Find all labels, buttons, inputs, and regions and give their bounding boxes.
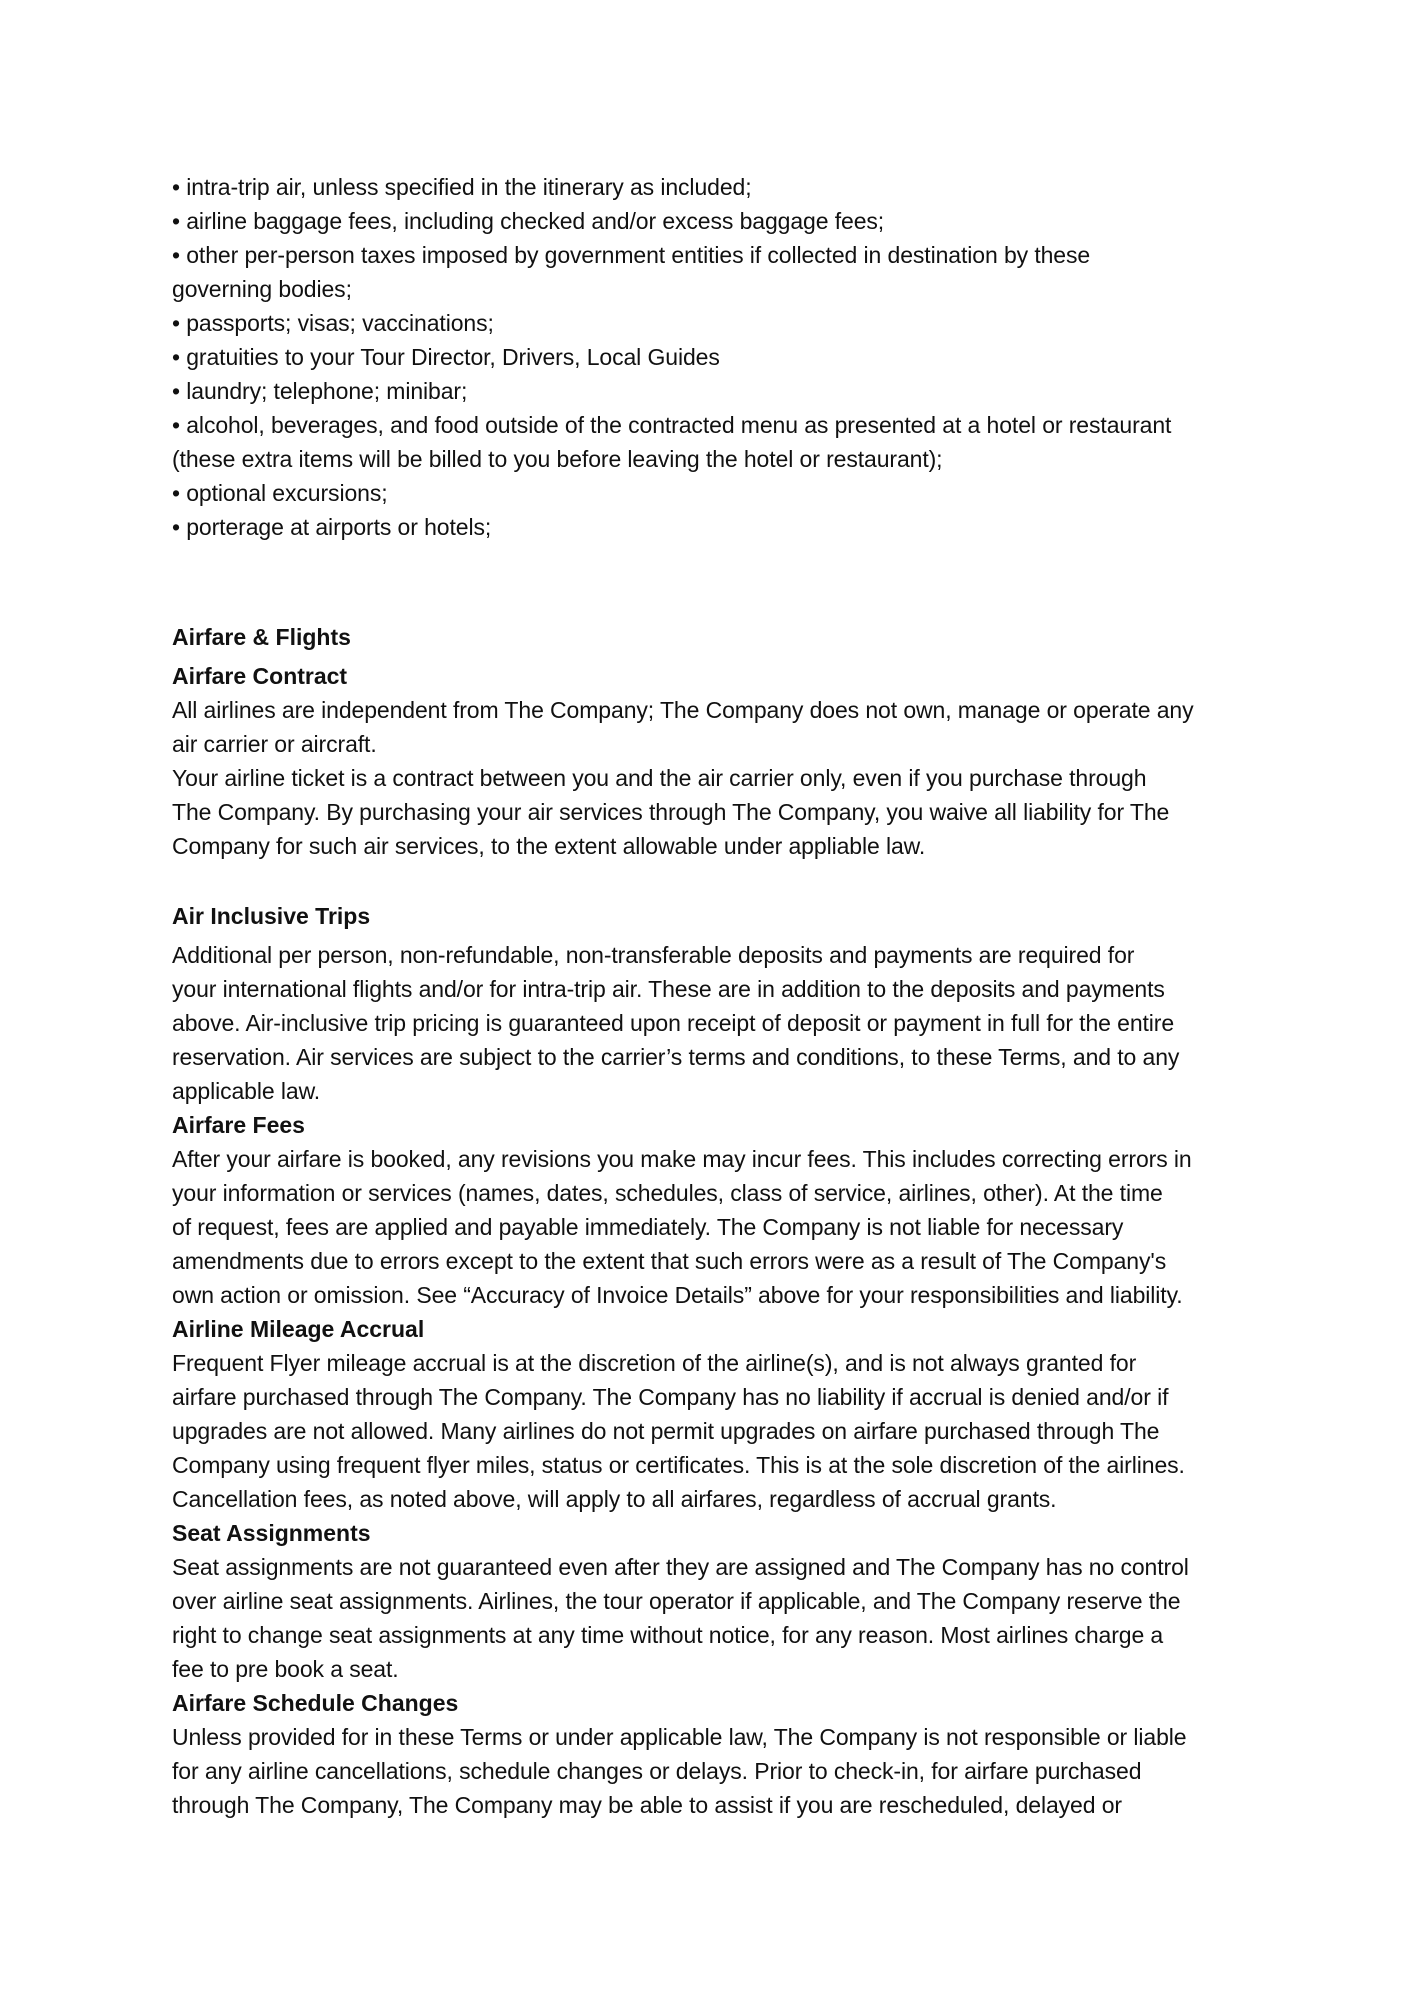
text-line: over airline seat assignments. Airlines, the tour operator if applicable, and The Company reserve the [172, 1588, 1181, 1614]
list-item: • passports; visas; vaccinations; [172, 310, 494, 336]
text-line: Company using frequent flyer miles, status or certificates. This is at the sole discretion of the airlines. [172, 1452, 1185, 1478]
document-page [172, 170, 1262, 1822]
text-line: your information or services (names, dates, schedules, class of service, airlines, other). At the time [172, 1180, 1163, 1206]
list-item: • alcohol, beverages, and food outside of the contracted menu as presented at a hotel or restaurant [172, 412, 1172, 438]
list-item: • intra-trip air, unless specified in the itinerary as included; [172, 174, 752, 200]
paragraph-air-inclusive [172, 938, 1262, 1108]
text-line: Seat assignments are not guaranteed even after they are assigned and The Company has no control [172, 1554, 1189, 1580]
list-item: • gratuities to your Tour Director, Drivers, Local Guides [172, 344, 720, 370]
list-item: • airline baggage fees, including checked and/or excess baggage fees; [172, 208, 885, 234]
text-line: your international flights and/or for intra-trip air. These are in addition to the deposits and payments [172, 976, 1165, 1002]
text-line: right to change seat assignments at any time without notice, for any reason. Most airlines charge a [172, 1622, 1164, 1648]
heading-seat-assignments: Seat Assignments [172, 1520, 371, 1546]
heading-airfare-contract: Airfare Contract [172, 663, 348, 689]
heading-air-inclusive-trips: Air Inclusive Trips [172, 903, 371, 929]
text-line: amendments due to errors except to the extent that such errors were as a result of The Company's [172, 1248, 1167, 1274]
text-line: After your airfare is booked, any revisions you make may incur fees. This includes correcting errors in [172, 1146, 1192, 1172]
paragraph-mileage [172, 1346, 1262, 1516]
text-line: All airlines are independent from The Company; The Company does not own, manage or operate any [172, 697, 1194, 723]
heading-airfare-schedule-changes: Airfare Schedule Changes [172, 1690, 459, 1716]
heading-airfare-fees: Airfare Fees [172, 1112, 305, 1138]
text-line: Unless provided for in these Terms or under applicable law, The Company is not responsible or liable [172, 1724, 1187, 1750]
list-item: governing bodies; [172, 276, 352, 302]
text-line: for any airline cancellations, schedule changes or delays. Prior to check-in, for airfare purchased [172, 1758, 1142, 1784]
text-line: own action or omission. See “Accuracy of Invoice Details” above for your responsibilities and liability. [172, 1282, 1183, 1308]
paragraph-schedule [172, 1720, 1262, 1822]
heading-airline-mileage-accrual: Airline Mileage Accrual [172, 1316, 425, 1342]
text-line: upgrades are not allowed. Many airlines do not permit upgrades on airfare purchased through The [172, 1418, 1160, 1444]
text-line: airfare purchased through The Company. The Company has no liability if accrual is denied and/or if [172, 1384, 1169, 1410]
text-line: of request, fees are applied and payable immediately. The Company is not liable for necessary [172, 1214, 1124, 1240]
list-item: • other per-person taxes imposed by government entities if collected in destination by these [172, 242, 1091, 268]
text-line: Cancellation fees, as noted above, will apply to all airfares, regardless of accrual grants. [172, 1486, 1057, 1512]
paragraph-airfare-contract [172, 693, 1262, 863]
list-item: • laundry; telephone; minibar; [172, 378, 468, 404]
text-line: applicable law. [172, 1078, 321, 1104]
text-line: above. Air-inclusive trip pricing is guaranteed upon receipt of deposit or payment in full for the entire [172, 1010, 1175, 1036]
paragraph-seats [172, 1550, 1262, 1686]
text-line: reservation. Air services are subject to the carrier’s terms and conditions, to these Terms, and to any [172, 1044, 1180, 1070]
text-line: air carrier or aircraft. [172, 731, 377, 757]
text-line: through The Company, The Company may be able to assist if you are rescheduled, delayed or [172, 1792, 1122, 1818]
text-line: Your airline ticket is a contract between you and the air carrier only, even if you purchase through [172, 765, 1147, 791]
text-line: Frequent Flyer mileage accrual is at the discretion of the airline(s), and is not always granted for [172, 1350, 1137, 1376]
text-line: fee to pre book a seat. [172, 1656, 399, 1682]
text-line: Company for such air services, to the extent allowable under appliable law. [172, 833, 926, 859]
list-item: • optional excursions; [172, 480, 388, 506]
paragraph-airfare-fees [172, 1142, 1262, 1312]
text-line: The Company. By purchasing your air services through The Company, you waive all liability for The [172, 799, 1170, 825]
text-line: Additional per person, non-refundable, non-transferable deposits and payments are required for [172, 942, 1135, 968]
list-item: • porterage at airports or hotels; [172, 514, 492, 540]
exclusions-list [172, 170, 1262, 544]
section-title-airfare-flights: Airfare & Flights [172, 624, 351, 650]
list-item: (these extra items will be billed to you before leaving the hotel or restaurant); [172, 446, 943, 472]
